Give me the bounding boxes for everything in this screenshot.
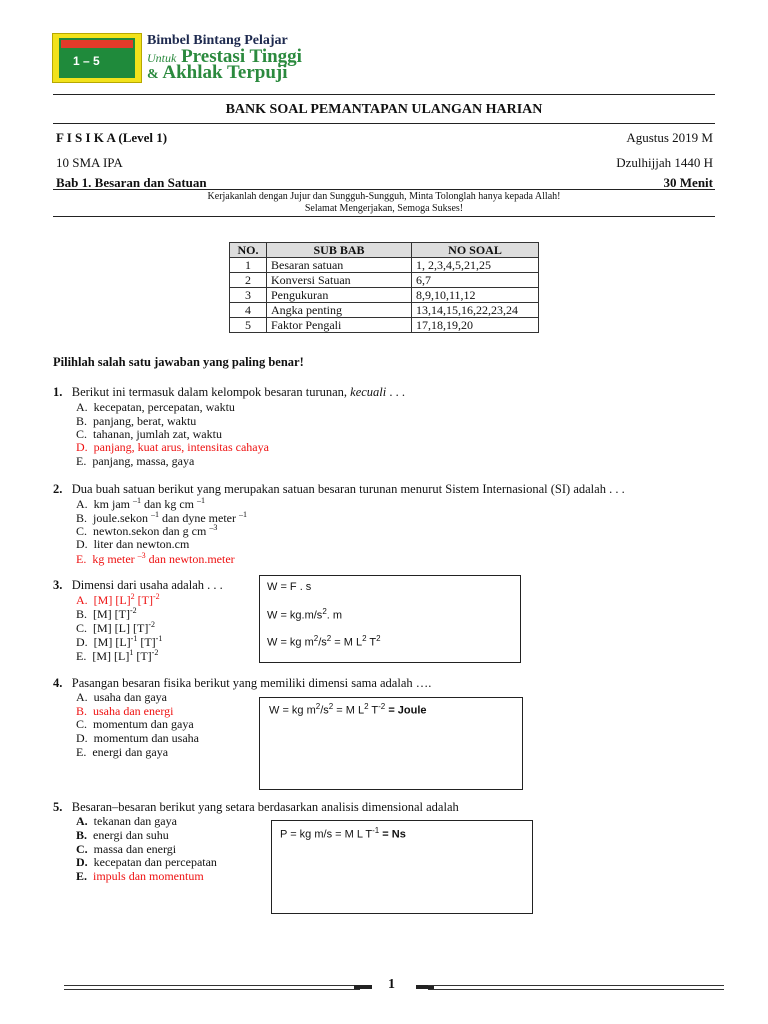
class-label: 10 SMA IPA (56, 155, 123, 170)
q2-option-e-answer: E. kg meter $^{-3}$ dan newton.meter (76, 551, 235, 566)
date-masehi: Agustus 2019 M (626, 130, 713, 145)
q2-option-a: A. km jam $^{-1}$ dan kg cm $^{-1}$ (76, 496, 205, 511)
page-number: 1 (388, 977, 395, 992)
q4-option-c: C. momentum dan gaya (76, 717, 194, 731)
q4-option-d: D. momentum dan usaha (76, 731, 199, 745)
q3-option-a-answer: A. [M] $[L]^2$ $[T]^{-2}$ (76, 592, 160, 607)
table-row (230, 258, 539, 273)
q5-option-b: B. energi dan suhu (76, 828, 169, 842)
q1-option-c: C. tahanan, jumlah zat, waktu (76, 427, 222, 441)
footer-ornament-left (354, 985, 372, 989)
logo-text: 1 – 5 (73, 54, 100, 68)
q4-option-b-answer: B. usaha dan energi (76, 704, 174, 718)
footer-rule-left (64, 989, 360, 990)
q3-option-e: E. [M] $[L]^1$ $[T]^{-2}$ (76, 648, 159, 663)
q3-solution-line-1: W = F . s (267, 581, 312, 593)
table-cell: 2 (230, 273, 267, 288)
q1-option-b: B. panjang, berat, waktu (76, 414, 197, 428)
table-cell: 6,7 (412, 273, 539, 288)
q1-option-a: A. kecepatan, percepatan, waktu (76, 400, 235, 414)
instruction-line-2: Selamat Mengerjakan, Semoga Sukses! (304, 203, 464, 214)
q5-option-a: A. tekanan dan gaya (76, 814, 177, 828)
q5-option-e-answer: E. impuls dan momentum (76, 869, 204, 883)
table-header-row (230, 243, 539, 258)
footer-rule-right (428, 985, 724, 986)
q5-option-d: D. kecepatan dan percepatan (76, 855, 217, 869)
question-4: 4. Pasangan besaran fisika berikut yang memiliki dimensi sama adalah …. (53, 676, 432, 690)
q2-option-b: B. joule.sekon $^{-1}$ dan dyne meter $^{-1}$ (76, 510, 247, 525)
subject-label: F I S I K A (Level 1) (56, 130, 168, 145)
table-row (230, 303, 539, 318)
table-row (230, 273, 539, 288)
sub-chapter-table (229, 242, 539, 333)
date-hijri: Dzulhijjah 1440 H (616, 155, 713, 170)
table-cell: 8,9,10,11,12 (412, 288, 539, 303)
q3-option-c: C. [M] [L] $[T]^{-2}$ (76, 620, 155, 635)
table-row (230, 288, 539, 303)
divider (53, 189, 715, 190)
question-1: 1. Berikut ini termasuk dalam kelompok besaran turunan, kecuali . . . (53, 385, 405, 399)
table-cell: Faktor Pengali (267, 318, 412, 333)
instruction-line-1: Kerjakanlah dengan Jujur dan Sungguh-Sungguh, Minta Tolonglah hanya kepada Allah! (207, 191, 561, 202)
q4-option-a: A. usaha dan gaya (76, 690, 167, 704)
q1-option-d-answer: D. panjang, kuat arus, intensitas cahaya (76, 440, 269, 454)
table-cell: 1, 2,3,4,5,21,25 (412, 258, 539, 273)
duration-label: 30 Menit (663, 175, 713, 190)
q2-option-c: C. newton.sekon dan g cm $^{-3}$ (76, 523, 218, 538)
q5-option-c: C. massa dan energi (76, 842, 177, 856)
q1-option-e: E. panjang, massa, gaya (76, 454, 195, 468)
table-cell: 3 (230, 288, 267, 303)
page-title: BANK SOAL PEMANTAPAN ULANGAN HARIAN (225, 102, 543, 117)
footer-rule-right (428, 989, 724, 990)
instructions-heading: Pilihlah salah satu jawaban yang paling benar! (53, 355, 304, 369)
question-3: 3. Dimensi dari usaha adalah . . . (53, 578, 223, 592)
q4-solution-line: W = kg $m^2/s^2 = M$ $L^2$ $T^{-2}$ = Joule (269, 702, 427, 717)
divider (53, 123, 715, 124)
table-cell: 17,18,19,20 (412, 318, 539, 333)
table-cell: 13,14,15,16,22,23,24 (412, 303, 539, 318)
q3-option-b: B. [M] $[T]^{-2}$ (76, 606, 137, 621)
q4-solution-box (259, 697, 523, 790)
table-row (230, 318, 539, 333)
q3-solution-line-2: $W = kg.m/s^2$. m (267, 607, 343, 622)
q5-solution-box (271, 820, 533, 914)
column-header: NO. (230, 243, 267, 258)
q2-option-d: D. liter dan newton.cm (76, 537, 190, 551)
q3-option-d: D. [M] $[L]^{-1}$ $[T]^{-1}$ (76, 634, 163, 649)
table-cell: Pengukuran (267, 288, 412, 303)
q3-solution-line-3: W = kg $m^2/s^2 = M$ $L^2$ $T^2$ (267, 634, 381, 649)
table-cell: 5 (230, 318, 267, 333)
q4-option-e: E. energi dan gaya (76, 745, 169, 759)
q5-solution-line: P = kg m/s = M L $T^{-1} = Ns$ (280, 826, 406, 841)
brand-name: Bimbel Bintang Pelajar (147, 33, 288, 48)
divider (53, 216, 715, 217)
column-header: SUB BAB (267, 243, 412, 258)
column-header: NO SOAL (412, 243, 539, 258)
logo (52, 33, 142, 83)
table-cell: 1 (230, 258, 267, 273)
table-cell: Besaran satuan (267, 258, 412, 273)
q3-solution-box (259, 575, 521, 663)
divider (53, 94, 715, 95)
question-2: 2. Dua buah satuan berikut yang merupakan satuan besaran turunan menurut Sistem Internasional (SI) adalah . . . (53, 482, 625, 496)
chapter-label: Bab 1. Besaran dan Satuan (56, 175, 207, 190)
brand-tagline-2: & Akhlak Terpuji (147, 62, 288, 83)
table-cell: Konversi Satuan (267, 273, 412, 288)
footer-rule-left (64, 985, 360, 986)
table-cell: 4 (230, 303, 267, 318)
brand-tagline-1: Untuk Prestasi Tinggi (147, 46, 302, 67)
table-cell: Angka penting (267, 303, 412, 318)
question-5: 5. Besaran–besaran berikut yang setara berdasarkan analisis dimensional adalah (53, 800, 459, 814)
